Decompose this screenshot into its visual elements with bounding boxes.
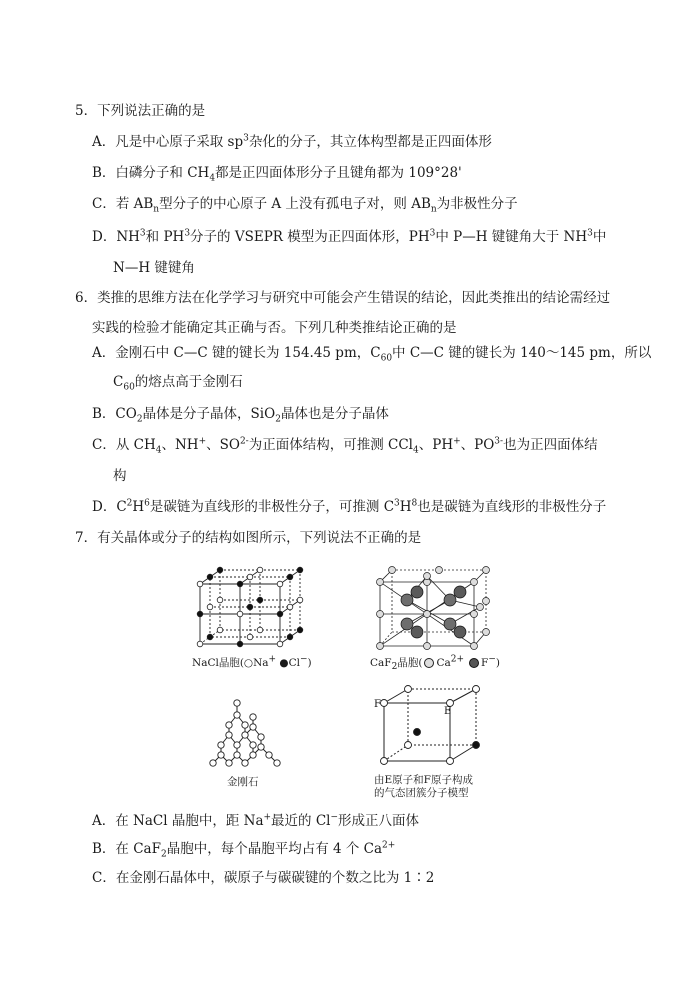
nacl-unit-cell-diagram xyxy=(190,562,315,654)
ca-ion-legend-icon xyxy=(424,658,434,668)
q5-option-a: A．凡是中心原子采取 $sp^3$杂化的分子，其立体构型都是正四面体形 xyxy=(92,133,492,150)
fig4-label-f: F xyxy=(374,699,381,710)
diamond-caption: 金刚石 xyxy=(227,776,259,788)
q7-option-b: B．在 CaF$_2$晶胞中，每个晶胞平均占有 4 个 $Ca^{2+}$ xyxy=(92,840,396,860)
ef-cluster-diagram xyxy=(372,683,492,773)
q7-stem: 7．有关晶体或分子的结构如图所示，下列说法不正确的是 xyxy=(75,530,422,546)
f-ion-legend-icon xyxy=(469,658,479,668)
q5-stem: 5．下列说法正确的是 xyxy=(75,103,206,119)
fig4-label-e: E xyxy=(444,706,452,717)
ef-cluster-caption: 由E原子和F原子构成 的气态团簇分子模型 xyxy=(374,774,473,799)
caf2-caption: CaF$_2$晶胞( $Ca^{2+}$ F−) xyxy=(370,654,500,673)
q6-option-c-cont: 构 xyxy=(113,468,127,484)
q6-option-b: B．$CO_2$晶体是分子晶体，SiO$_2$晶体也是分子晶体 xyxy=(92,406,389,425)
caf2-unit-cell-diagram xyxy=(372,562,494,654)
q6-option-a: A．金刚石中 C—C 键的键长为 154.45 pm，$C_{60}$中 C—C 键的键长为 140～145 pm，所以 xyxy=(92,345,652,364)
q6-stem: 6．类推的思维方法在化学学习与研究中可能会产生错误的结论，因此类推出的结论需经过 xyxy=(75,290,611,306)
q5-option-d: D．$NH^3$和 $PH^3$分子的 VSEPR 模型为正四面体形，$PH^3$中 P—H 键键角大于 $NH^3$中 xyxy=(92,228,607,245)
q5-option-c: C．若 $AB_n$型分子的中心原子 A 上没有孤电子对，则 $AB_n$为非极性分子 xyxy=(92,196,518,215)
nacl-caption: NaCl晶胞(○Na+ ●Cl−) xyxy=(192,654,312,669)
q6-stem-cont: 实践的检验才能确定其正确与否。下列几种类推结论正确的是 xyxy=(92,320,457,336)
q7-option-a: A．在 NaCl 晶胞中，距 Na+最近的 Cl−形成正八面体 xyxy=(92,812,420,829)
q5-option-d-cont: N—H 键键角 xyxy=(113,260,195,276)
diamond-structure-diagram xyxy=(207,697,283,769)
q6-option-a-cont: $C_{60}$的熔点高于金刚石 xyxy=(113,374,243,393)
q7-option-c: C．在金刚石晶体中，碳原子与碳碳键的个数之比为 1∶2 xyxy=(92,870,435,886)
q5-option-b: B．白磷分子和 $CH_4$都是正四面体形分子且键角都为 109°28' xyxy=(92,165,462,184)
q6-option-c: C．从 $CH_4$、NH+、$SO^{2-}$为正面体结构，可推测 CCl$_4$、PH+、$PO^{3-}$也为正四面体结 xyxy=(92,436,598,456)
q6-option-d: D．$C^2H^6$是碳链为直线形的非极性分子，可推测 $C^3H^8$也是碳链为直线形的非极性分子 xyxy=(92,498,607,515)
